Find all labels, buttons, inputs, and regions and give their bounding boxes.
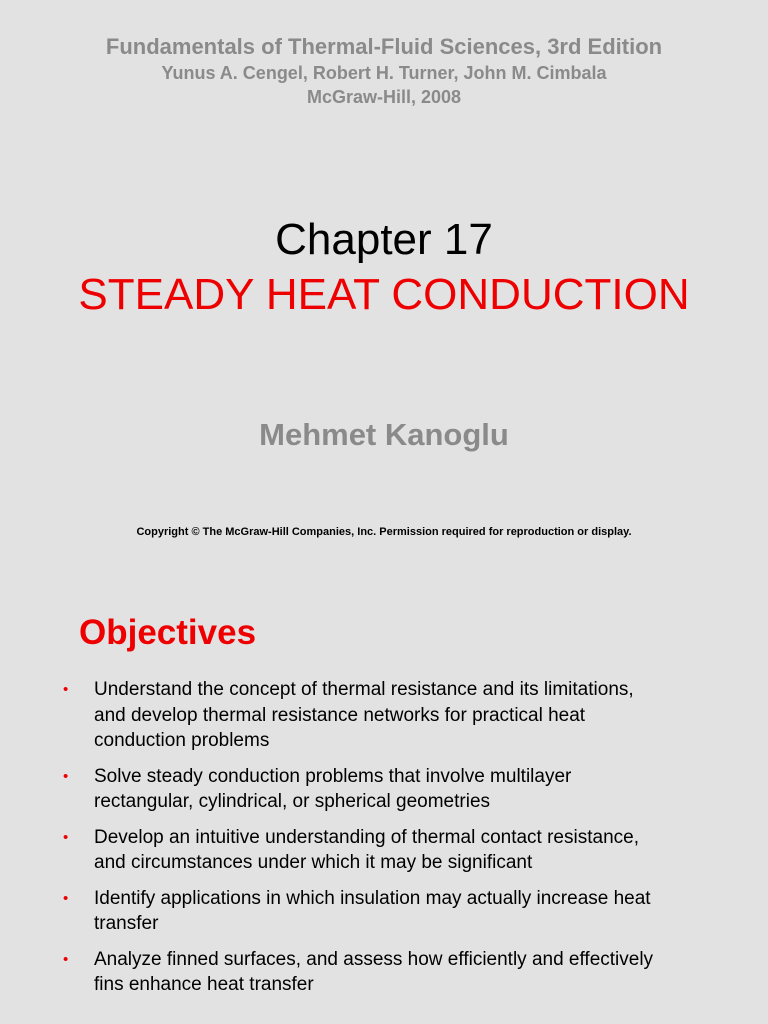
bullet-icon: • xyxy=(63,950,69,968)
bullet-icon: • xyxy=(63,767,69,785)
book-authors: Yunus A. Cengel, Robert H. Turner, John M. Cimbala xyxy=(161,63,607,83)
book-title: Fundamentals of Thermal-Fluid Sciences, 3rd Edition xyxy=(105,34,663,59)
objective-text: Identify applications in which insulation may actually increase heat transfer xyxy=(94,887,651,934)
presenter-name: Mehmet Kanoglu xyxy=(259,417,509,452)
chapter-title: STEADY HEAT CONDUCTION xyxy=(78,270,690,319)
objectives-heading: Objectives xyxy=(79,613,257,652)
bullet-icon: • xyxy=(63,828,69,846)
objective-text: Develop an intuitive understanding of thermal contact resistance, and circumstances under which it may be significant xyxy=(94,826,639,873)
objective-item xyxy=(0,825,768,876)
copyright-notice: Copyright © The McGraw-Hill Companies, Inc. Permission required for reproduction or display. xyxy=(136,526,632,538)
objective-item xyxy=(0,764,768,815)
objectives-list xyxy=(0,677,768,1008)
book-publisher: McGraw-Hill, 2008 xyxy=(306,87,462,107)
objective-text: Understand the concept of thermal resistance and its limitations, and develop thermal resistance networks for practical heat conduction problems xyxy=(94,679,634,751)
bullet-icon: • xyxy=(63,889,69,907)
objective-item xyxy=(0,947,768,998)
objective-item xyxy=(0,886,768,937)
bullet-icon: • xyxy=(63,681,69,698)
chapter-number: Chapter 17 xyxy=(275,215,493,264)
objectives-slide xyxy=(0,585,768,1024)
objective-text: Solve steady conduction problems that involve multilayer rectangular, cylindrical, or spherical geometries xyxy=(94,765,572,812)
objective-text: Analyze finned surfaces, and assess how efficiently and effectively fins enhance heat transfer xyxy=(94,948,654,995)
objective-item xyxy=(0,677,768,754)
